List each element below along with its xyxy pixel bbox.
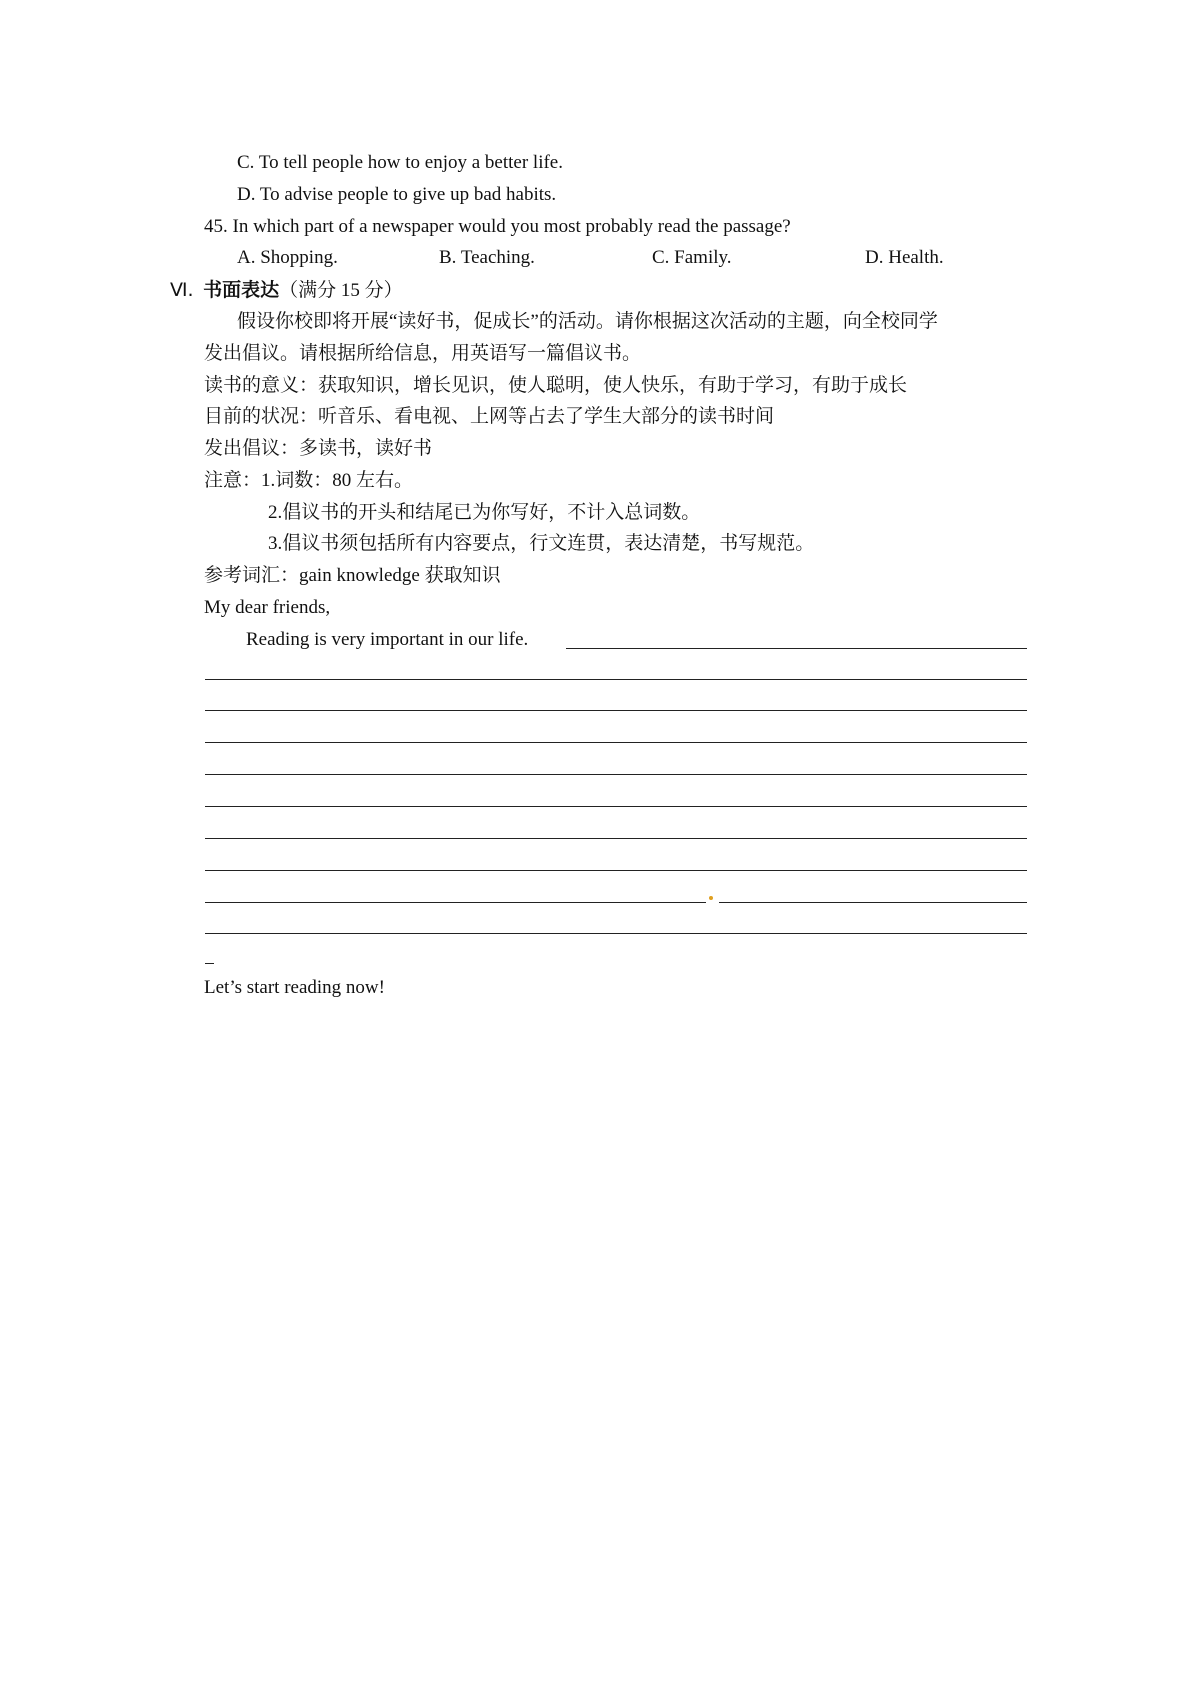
letter-salutation: My dear friends, — [204, 597, 331, 618]
answer-line-end — [205, 963, 214, 964]
section-score: （满分 15 分） — [279, 280, 403, 301]
prompt-significance: 读书的意义：获取知识，增长见识，使人聪明，使人快乐，有助于学习，有助于成长 — [204, 375, 908, 396]
prompt-note-3: 3.倡议书须包括所有内容要点，行文连贯，表达清楚，书写规范。 — [268, 533, 815, 554]
q45-option-b: B. Teaching. — [439, 247, 535, 268]
answer-line[interactable] — [205, 933, 1027, 934]
prompt-intro-2: 发出倡议。请根据所给信息，用英语写一篇倡议书。 — [204, 343, 642, 364]
answer-line[interactable] — [719, 902, 1027, 903]
answer-line[interactable] — [205, 679, 1027, 680]
answer-line[interactable] — [205, 902, 706, 903]
marker-dot — [709, 896, 713, 900]
q45-option-a: A. Shopping. — [237, 247, 338, 268]
prompt-intro-1: 假设你校即将开展“读好书，促成长”的活动。请你根据这次活动的主题，向全校同学 — [237, 311, 938, 332]
q45-options — [237, 246, 997, 270]
q44-option-c: C. To tell people how to enjoy a better life. — [237, 152, 563, 173]
prompt-vocab: 参考词汇：gain knowledge 获取知识 — [204, 565, 501, 586]
answer-line[interactable] — [205, 870, 1027, 871]
prompt-proposal: 发出倡议：多读书，读好书 — [204, 438, 433, 459]
prompt-note-2: 2.倡议书的开头和结尾已为你写好，不计入总词数。 — [268, 502, 701, 523]
answer-line[interactable] — [205, 838, 1027, 839]
section-numeral: Ⅵ. — [170, 279, 194, 301]
q45-stem: 45. In which part of a newspaper would you most probably read the passage? — [204, 216, 791, 237]
letter-opening: Reading is very important in our life. — [246, 629, 529, 650]
answer-line[interactable] — [205, 774, 1027, 775]
prompt-situation: 目前的状况：听音乐、看电视、上网等占去了学生大部分的读书时间 — [204, 406, 775, 427]
q44-option-d: D. To advise people to give up bad habits. — [237, 184, 557, 205]
q45-option-c: C. Family. — [652, 247, 732, 268]
q45-option-d: D. Health. — [865, 247, 944, 268]
prompt-note-1: 注意：1.词数：80 左右。 — [204, 470, 414, 491]
answer-line[interactable] — [205, 742, 1027, 743]
section-title: 书面表达 — [203, 279, 280, 301]
answer-line-first[interactable] — [566, 648, 1027, 649]
answer-line[interactable] — [205, 710, 1027, 711]
answer-line[interactable] — [205, 806, 1027, 807]
section-heading — [170, 278, 403, 303]
letter-closing: Let’s start reading now! — [204, 977, 385, 998]
